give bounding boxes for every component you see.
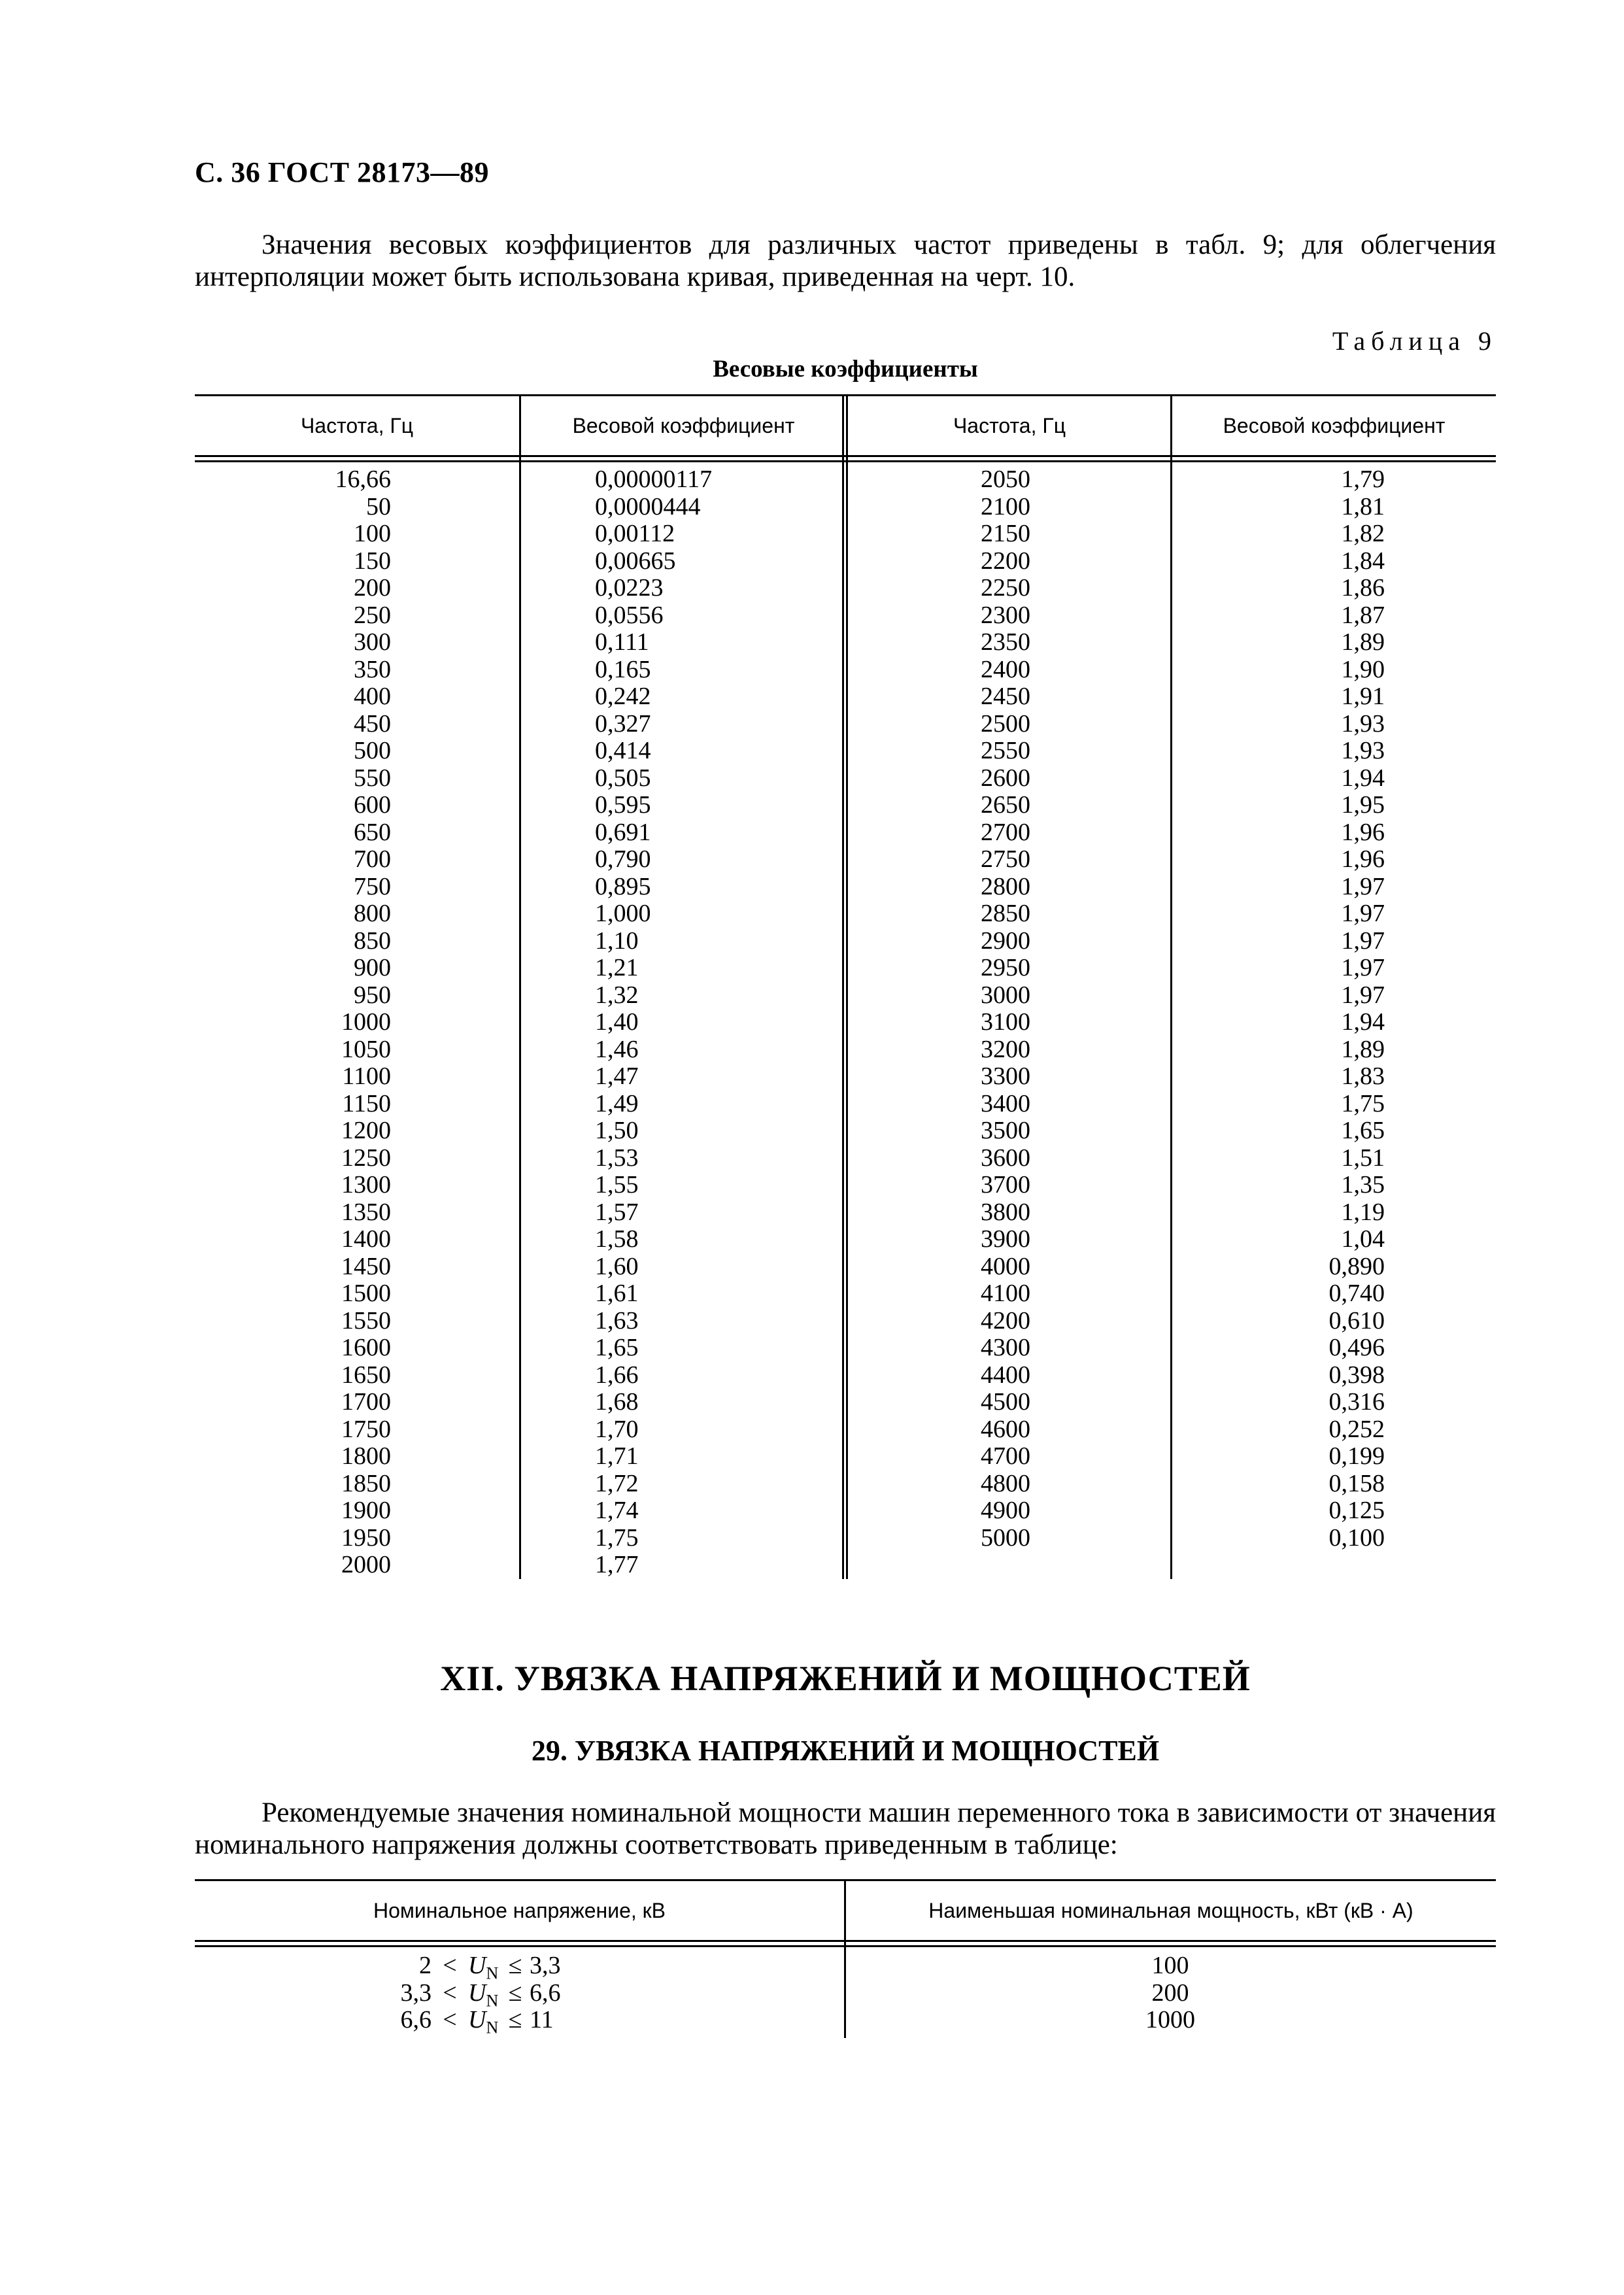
table-cell-frequency: 2450	[981, 683, 1030, 710]
table-cell-coefficient: 1,97	[1341, 981, 1385, 1009]
table-cell-frequency: 3000	[981, 981, 1030, 1009]
table-cell-frequency: 550	[354, 764, 391, 792]
voltage-symbol-letter: U	[468, 1952, 486, 1979]
table-cell-coefficient: 1,96	[1341, 818, 1385, 846]
table-cell-coefficient: 1,75	[1341, 1089, 1385, 1117]
table-cell-frequency: 200	[354, 574, 391, 602]
voltage-range-column	[391, 1952, 652, 2037]
table-cell-frequency: 1950	[341, 1523, 391, 1552]
voltage-symbol	[468, 2006, 501, 2037]
table-cell-voltage-range	[391, 2006, 652, 2037]
header-frequency-left: Частота, Гц	[300, 413, 414, 437]
table-cell-frequency: 1300	[341, 1171, 391, 1198]
table-cell-coefficient: 1,21	[595, 954, 639, 981]
table-cell-coefficient: 0,199	[1328, 1442, 1385, 1470]
table-cell-frequency: 1250	[341, 1144, 391, 1172]
column-divider	[1170, 394, 1172, 1579]
table-cell-coefficient: 0,327	[595, 709, 651, 738]
weight-coefficients-table	[195, 394, 1496, 1579]
voltage-symbol-subscript: N	[486, 1964, 499, 1983]
table-cell-coefficient: 1,84	[1341, 547, 1385, 575]
table-cell-coefficient: 1,50	[595, 1117, 639, 1144]
table-cell-coefficient: 1,93	[1341, 709, 1385, 738]
table-cell-coefficient: 1,89	[1341, 1035, 1385, 1063]
table-cell-coefficient: 1,46	[595, 1035, 639, 1063]
header-double-rule-top	[195, 455, 1496, 457]
table-cell-frequency: 300	[354, 628, 391, 656]
table-cell-coefficient: 1,86	[1341, 574, 1385, 602]
table-cell-frequency: 2900	[981, 926, 1030, 955]
table-cell-coefficient: 0,895	[595, 872, 651, 900]
table-cell-coefficient: 1,47	[595, 1062, 639, 1090]
table-cell-coefficient: 1,60	[595, 1252, 639, 1280]
table-cell-coefficient: 1,32	[595, 981, 639, 1009]
table-cell-frequency: 3800	[981, 1198, 1030, 1226]
table-cell-coefficient: 0,0000444	[595, 492, 701, 520]
table-cell-frequency: 500	[354, 737, 391, 764]
table-cell-coefficient: 1,82	[1341, 520, 1385, 547]
table-cell-frequency: 3600	[981, 1144, 1030, 1172]
table-cell-frequency: 1850	[341, 1469, 391, 1497]
table-cell-coefficient: 1,71	[595, 1442, 639, 1470]
table-cell-coefficient: 1,66	[595, 1361, 639, 1389]
table-cell-coefficient: 1,93	[1341, 737, 1385, 764]
table-cell-coefficient: 0,0223	[595, 574, 664, 602]
table-cell-coefficient: 1,74	[595, 1497, 639, 1524]
table-cell-coefficient: 1,89	[1341, 628, 1385, 656]
table-cell-frequency: 4600	[981, 1415, 1030, 1443]
table-cell-coefficient: 0,165	[595, 655, 651, 683]
page-header: С. 36 ГОСТ 28173—89	[195, 156, 490, 188]
header-coefficient-right: Весовой коэффициент	[1223, 413, 1446, 437]
table-cell-coefficient: 0,316	[1328, 1388, 1385, 1416]
voltage-range-upper: 6,6	[530, 1979, 561, 2007]
table-cell-frequency: 1750	[341, 1415, 391, 1443]
table-cell-frequency: 1500	[341, 1280, 391, 1307]
table-cell-frequency: 2700	[981, 818, 1030, 846]
table-cell-coefficient: 1,70	[595, 1415, 639, 1443]
table-cell-frequency: 450	[354, 709, 391, 738]
table-cell-frequency: 1000	[341, 1008, 391, 1036]
table-cell-frequency: 1550	[341, 1306, 391, 1334]
table-cell-coefficient: 1,77	[595, 1551, 639, 1578]
table-cell-coefficient: 0,414	[595, 737, 651, 764]
voltage-symbol	[468, 1952, 501, 1983]
table-cell-coefficient: 1,61	[595, 1280, 639, 1307]
table-cell-coefficient: 1,96	[1341, 845, 1385, 873]
voltage-symbol-letter: U	[468, 2006, 486, 2033]
table-cell-frequency: 150	[354, 547, 391, 575]
table-cell-frequency: 4700	[981, 1442, 1030, 1470]
table-cell-frequency: 750	[354, 872, 391, 900]
table-cell-frequency: 4500	[981, 1388, 1030, 1416]
table-cell-power: 200	[1151, 1979, 1189, 2007]
subsection-heading: 29. УВЯЗКА НАПРЯЖЕНИЙ И МОЩНОСТЕЙ	[531, 1735, 1160, 1767]
table-cell-coefficient: 1,75	[595, 1523, 639, 1552]
table-cell-frequency: 1650	[341, 1361, 391, 1389]
table-cell-frequency: 1050	[341, 1035, 391, 1063]
frequency-column-left	[313, 466, 391, 1579]
voltage-power-table	[195, 1879, 1496, 2038]
table-cell-coefficient: 0,158	[1328, 1469, 1385, 1497]
table-cell-coefficient: 1,90	[1341, 655, 1385, 683]
voltage-range-op2: ≤	[508, 1952, 522, 1979]
power-column	[1105, 1952, 1236, 2034]
table-number-label: Таблица 9	[1332, 326, 1497, 356]
section-paragraph: Рекомендуемые значения номинальной мощности машин переменного тока в зависимости от значения номинального напряжения должны соответствовать приведенным в таблице:	[195, 1797, 1496, 1860]
voltage-range-upper: 11	[530, 2006, 554, 2033]
table-cell-frequency: 4900	[981, 1497, 1030, 1524]
voltage-symbol-subscript: N	[486, 2018, 499, 2037]
column-divider	[519, 394, 521, 1579]
table-cell-coefficient: 1,65	[595, 1334, 639, 1361]
table-cell-coefficient: 1,87	[1341, 601, 1385, 629]
table-cell-frequency: 4800	[981, 1469, 1030, 1497]
table-cell-coefficient: 1,58	[595, 1225, 639, 1253]
table-cell-coefficient: 1,97	[1341, 954, 1385, 981]
coefficient-column-right	[1306, 466, 1385, 1552]
table-cell-frequency: 4200	[981, 1306, 1030, 1334]
table-cell-frequency: 1200	[341, 1117, 391, 1144]
table-cell-coefficient: 1,91	[1341, 683, 1385, 710]
table-cell-frequency: 3300	[981, 1062, 1030, 1090]
table-cell-coefficient: 1,35	[1341, 1171, 1385, 1198]
table-cell-frequency: 2650	[981, 791, 1030, 819]
table-cell-coefficient: 0,0556	[595, 601, 664, 629]
table-cell-frequency: 2750	[981, 845, 1030, 873]
table-cell-frequency: 4300	[981, 1334, 1030, 1361]
table-cell-coefficient: 1,79	[1341, 466, 1385, 493]
section-heading: XII. УВЯЗКА НАПРЯЖЕНИЙ И МОЩНОСТЕЙ	[440, 1659, 1251, 1698]
table-cell-frequency: 1350	[341, 1198, 391, 1226]
table-cell-coefficient: 1,65	[1341, 1117, 1385, 1144]
voltage-range-upper: 3,3	[530, 1952, 561, 1979]
table-cell-coefficient: 1,94	[1341, 1008, 1385, 1036]
table-cell-frequency: 1900	[341, 1497, 391, 1524]
table-cell-coefficient: 1,63	[595, 1306, 639, 1334]
table-cell-coefficient: 0,125	[1328, 1497, 1385, 1524]
table-cell-coefficient: 1,40	[595, 1008, 639, 1036]
header-nominal-voltage: Номинальное напряжение, кВ	[373, 1898, 666, 1922]
table-cell-coefficient: 1,55	[595, 1171, 639, 1198]
table-cell-frequency: 1600	[341, 1334, 391, 1361]
table-cell-frequency: 5000	[981, 1523, 1030, 1552]
table-cell-frequency: 2850	[981, 900, 1030, 927]
voltage-range-lower: 3,3	[400, 1979, 431, 2007]
table-cell-frequency: 2150	[981, 520, 1030, 547]
table-cell-frequency: 850	[354, 926, 391, 955]
table-cell-frequency: 2100	[981, 492, 1030, 520]
voltage-symbol-letter: U	[468, 1979, 486, 2007]
table-cell-frequency: 1700	[341, 1388, 391, 1416]
table-cell-frequency: 600	[354, 791, 391, 819]
table-cell-coefficient: 1,19	[1341, 1198, 1385, 1226]
voltage-range-lower: 6,6	[400, 2006, 431, 2033]
header-frequency-right: Частота, Гц	[953, 413, 1066, 437]
voltage-range-op1: <	[443, 1952, 457, 1979]
table-cell-coefficient: 1,81	[1341, 492, 1385, 520]
table-cell-coefficient: 1,53	[595, 1144, 639, 1172]
intro-paragraph: Значения весовых коэффициентов для различных частот приведены в табл. 9; для облегчения интерполяции может быть использована кривая, приведенная на черт. 10.	[195, 230, 1496, 292]
table-cell-coefficient: 1,04	[1341, 1225, 1385, 1253]
voltage-range-op1: <	[443, 1979, 457, 2007]
table-cell-coefficient: 0,242	[595, 683, 651, 710]
voltage-symbol	[468, 1979, 501, 2011]
table-cell-frequency: 4400	[981, 1361, 1030, 1389]
table-cell-coefficient: 1,83	[1341, 1062, 1385, 1090]
table-cell-frequency: 3900	[981, 1225, 1030, 1253]
table-cell-coefficient: 1,94	[1341, 764, 1385, 792]
table-cell-frequency: 650	[354, 818, 391, 846]
table-cell-coefficient: 1,10	[595, 926, 639, 955]
table-cell-coefficient: 0,00112	[595, 520, 675, 547]
table-cell-coefficient: 0,790	[595, 845, 651, 873]
table-cell-frequency: 900	[354, 954, 391, 981]
table-cell-coefficient: 0,398	[1328, 1361, 1385, 1389]
table-cell-frequency: 2000	[341, 1551, 391, 1578]
table-cell-coefficient: 0,496	[1328, 1334, 1385, 1361]
table-cell-frequency: 3400	[981, 1089, 1030, 1117]
table-cell-frequency: 2350	[981, 628, 1030, 656]
table-title: Весовые коэффициенты	[713, 356, 978, 382]
table-cell-frequency: 16,66	[335, 466, 391, 493]
table-cell-frequency: 2200	[981, 547, 1030, 575]
table-cell-frequency: 3700	[981, 1171, 1030, 1198]
frequency-column-right	[953, 466, 1058, 1552]
table-cell-frequency: 700	[354, 845, 391, 873]
table-cell-coefficient: 0,740	[1328, 1280, 1385, 1307]
table-cell-coefficient: 1,68	[595, 1388, 639, 1416]
voltage-range-lower: 2	[419, 1952, 431, 1979]
table-cell-frequency: 950	[354, 981, 391, 1009]
table-cell-coefficient: 0,100	[1328, 1523, 1385, 1552]
table-cell-frequency: 2050	[981, 466, 1030, 493]
table-cell-coefficient: 0,610	[1328, 1306, 1385, 1334]
table-cell-coefficient: 1,000	[595, 900, 651, 927]
table-cell-coefficient: 1,49	[595, 1089, 639, 1117]
table-cell-coefficient: 0,111	[595, 628, 649, 656]
table-cell-frequency: 50	[366, 492, 391, 520]
voltage-symbol-subscript: N	[486, 1991, 499, 2011]
table-cell-voltage-range	[391, 1979, 652, 2011]
table-cell-frequency: 2400	[981, 655, 1030, 683]
table-cell-frequency: 2250	[981, 574, 1030, 602]
column-divider-double-left	[842, 394, 844, 1579]
table-cell-frequency: 1150	[342, 1089, 391, 1117]
table-cell-coefficient: 0,00665	[595, 547, 676, 575]
table-cell-frequency: 2950	[981, 954, 1030, 981]
table-cell-coefficient: 0,252	[1328, 1415, 1385, 1443]
table-cell-frequency: 100	[354, 520, 391, 547]
table-cell-frequency: 4100	[981, 1280, 1030, 1307]
table-cell-coefficient: 1,51	[1341, 1144, 1385, 1172]
table-cell-frequency: 2550	[981, 737, 1030, 764]
table-cell-power: 1000	[1145, 2006, 1195, 2033]
header-min-power: Наименьшая номинальная мощность, кВт (кВ · А)	[928, 1898, 1413, 1922]
table-cell-frequency: 3200	[981, 1035, 1030, 1063]
voltage-range-op2: ≤	[508, 2006, 522, 2033]
table-cell-frequency: 400	[354, 683, 391, 710]
table-cell-frequency: 4000	[981, 1252, 1030, 1280]
table-cell-frequency: 2500	[981, 709, 1030, 738]
table-cell-coefficient: 1,95	[1341, 791, 1385, 819]
table-cell-frequency: 350	[354, 655, 391, 683]
table-cell-frequency: 2600	[981, 764, 1030, 792]
table-cell-coefficient: 0,890	[1328, 1252, 1385, 1280]
table-cell-coefficient: 0,505	[595, 764, 651, 792]
table-cell-coefficient: 1,97	[1341, 900, 1385, 927]
table-cell-voltage-range	[391, 1952, 652, 1983]
table-cell-frequency: 2800	[981, 872, 1030, 900]
table-cell-coefficient: 1,97	[1341, 926, 1385, 955]
table-cell-coefficient: 0,595	[595, 791, 651, 819]
table-cell-frequency: 1800	[341, 1442, 391, 1470]
header-coefficient-left: Весовой коэффициент	[572, 413, 795, 437]
table-cell-frequency: 1450	[341, 1252, 391, 1280]
table-cell-coefficient: 1,72	[595, 1469, 639, 1497]
table-cell-power: 100	[1151, 1952, 1189, 1979]
table-cell-coefficient: 1,97	[1341, 872, 1385, 900]
coefficient-column-left	[595, 466, 791, 1579]
table-cell-frequency: 3500	[981, 1117, 1030, 1144]
table-cell-coefficient: 1,57	[595, 1198, 639, 1226]
table-cell-frequency: 250	[354, 601, 391, 629]
table-cell-coefficient: 0,691	[595, 818, 651, 846]
table-cell-frequency: 2300	[981, 601, 1030, 629]
table-cell-frequency: 1400	[341, 1225, 391, 1253]
voltage-range-op2: ≤	[508, 1979, 522, 2007]
table-cell-frequency: 3100	[981, 1008, 1030, 1036]
header-double-rule-bottom	[195, 460, 1496, 462]
voltage-range-op1: <	[443, 2006, 457, 2033]
table-cell-frequency: 800	[354, 900, 391, 927]
column-divider	[844, 1879, 846, 2038]
column-divider-double-right	[846, 394, 848, 1579]
table-cell-coefficient: 0,00000117	[595, 466, 713, 493]
table-cell-frequency: 1100	[342, 1062, 391, 1090]
